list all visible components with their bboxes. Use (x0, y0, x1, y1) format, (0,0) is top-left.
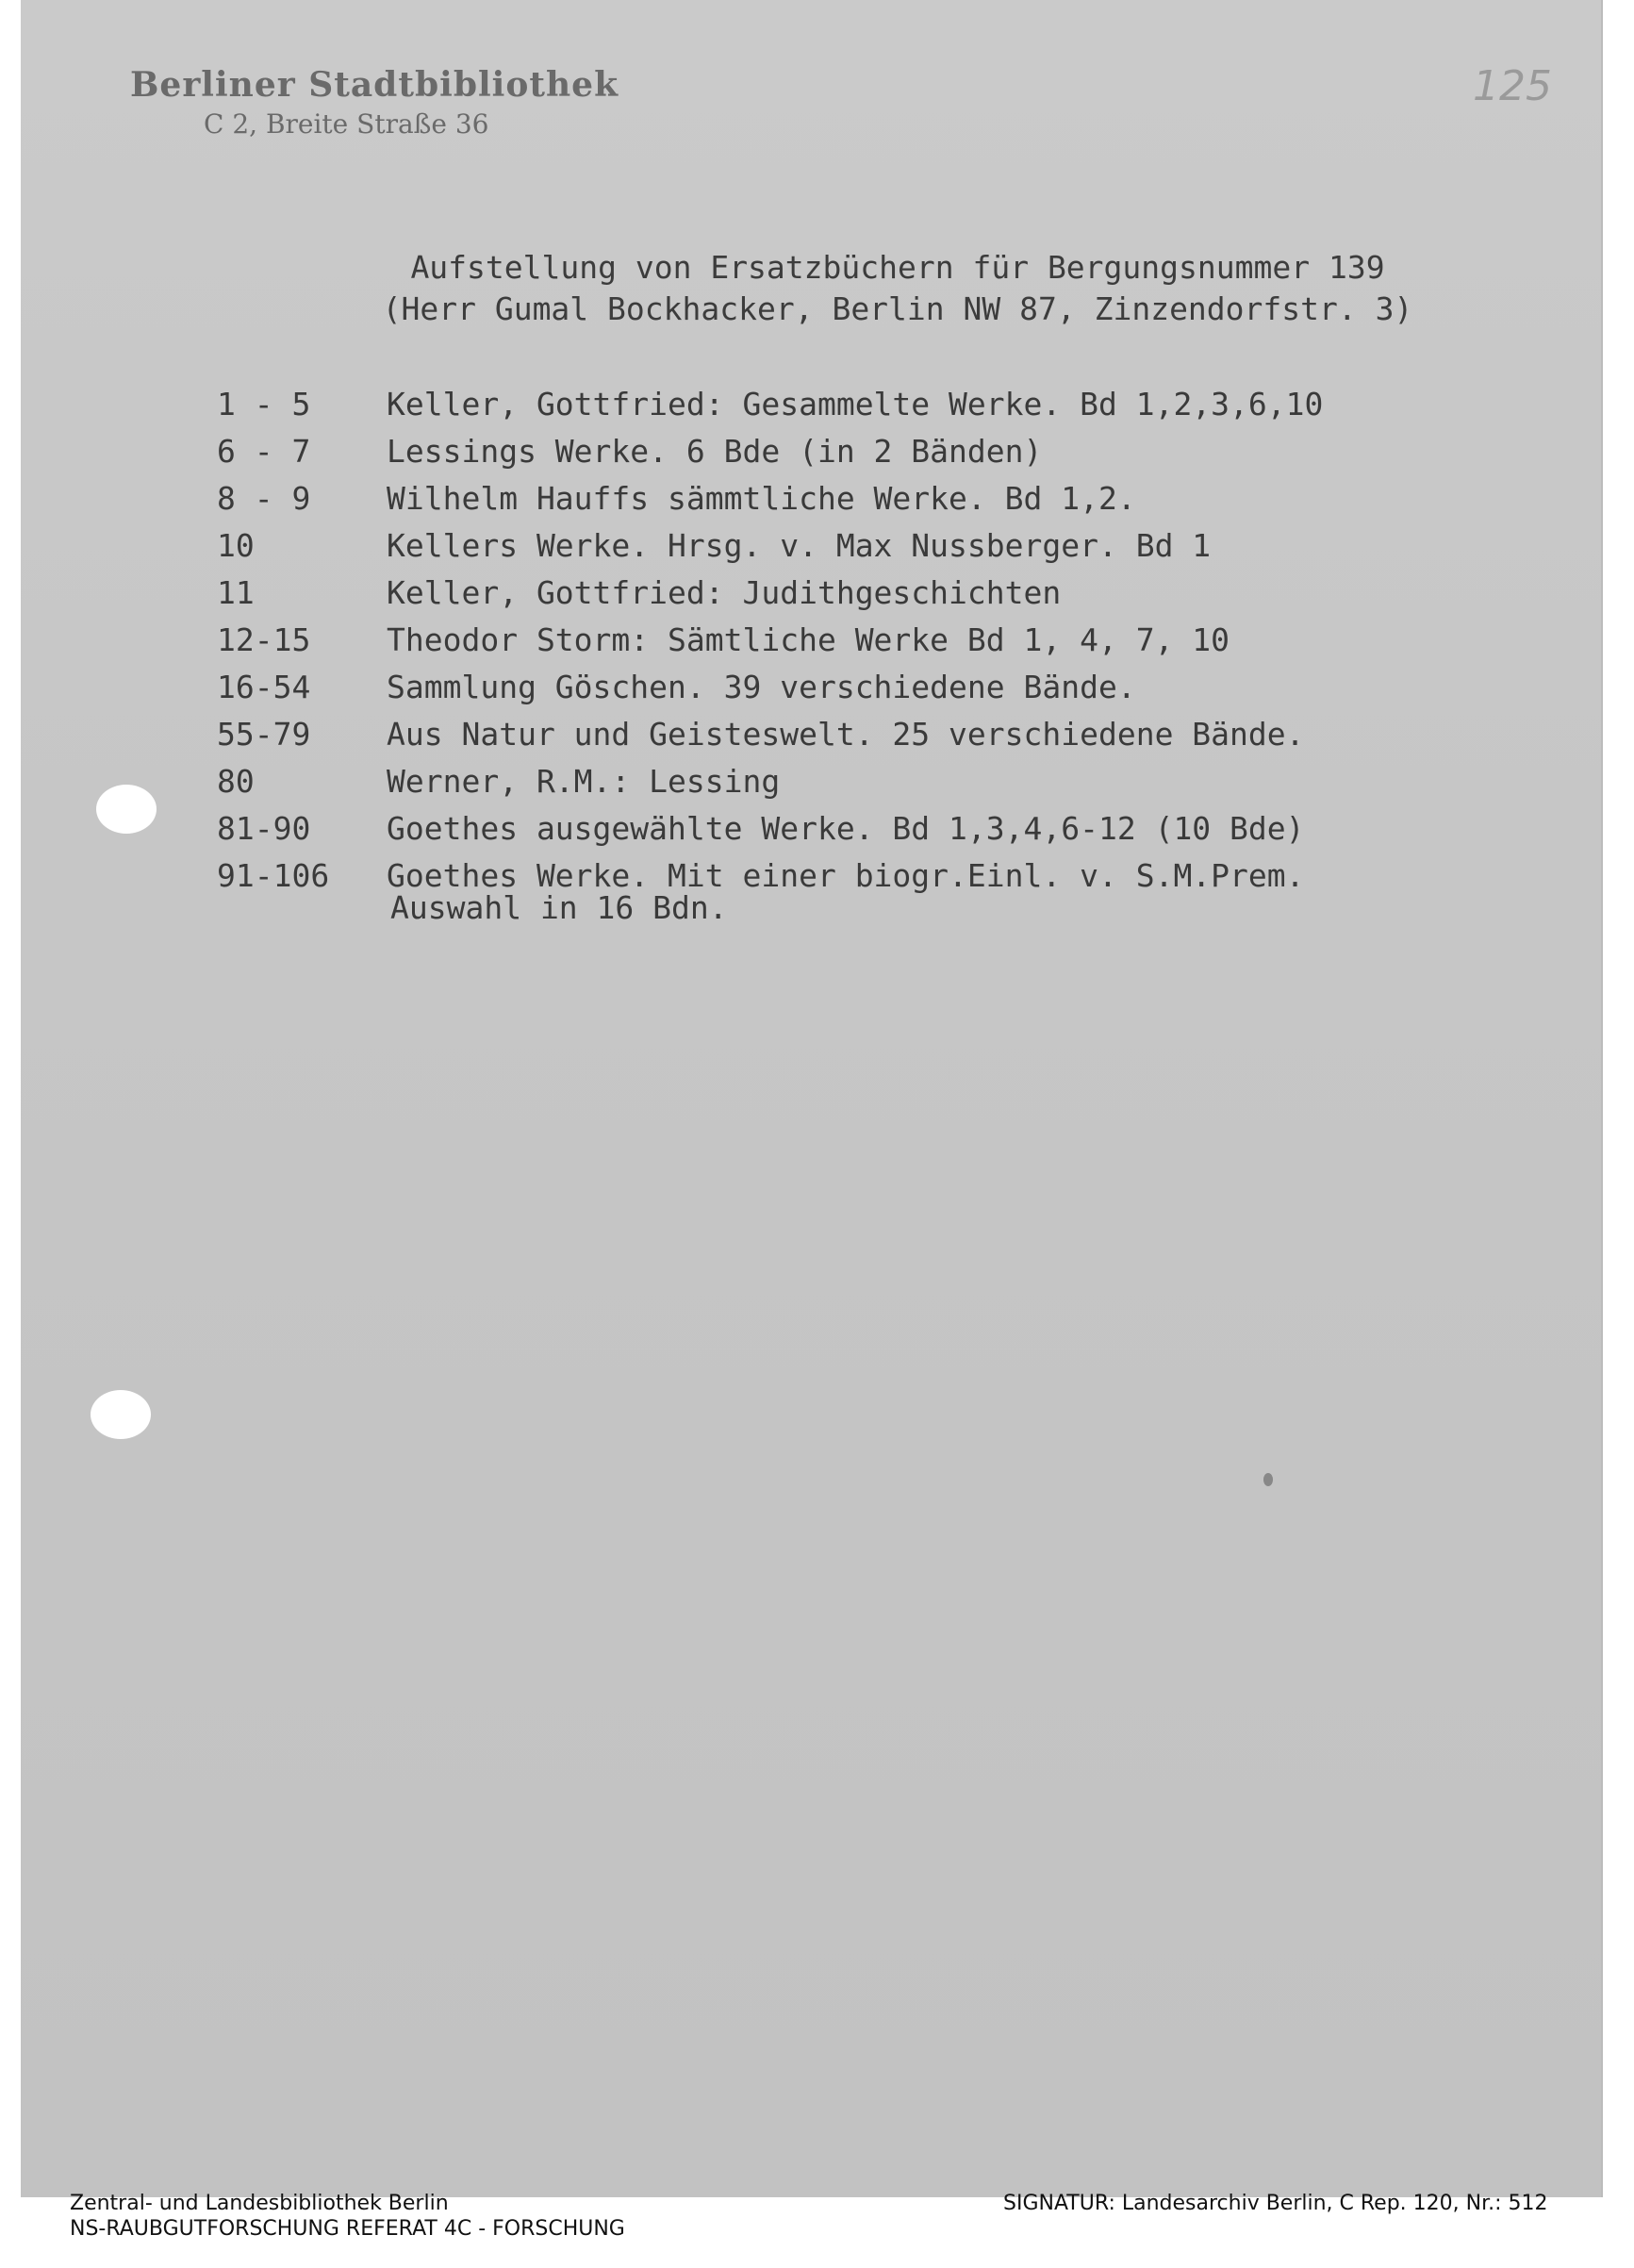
ink-speck (1263, 1473, 1273, 1486)
document-title (351, 247, 1444, 330)
list-item (217, 716, 1443, 753)
letterhead-stamp (130, 64, 619, 143)
entry-text: Goethes ausgewählte Werke. Bd 1,3,4,6-12 (10 Bde) (387, 810, 1305, 847)
entry-number: 16-54 (217, 669, 311, 705)
title-line-2: (Herr Gumal Bockhacker, Berlin NW 87, Zinzendorfstr. 3) (382, 290, 1413, 327)
entry-number: 10 (217, 527, 255, 564)
document-page (21, 0, 1603, 2197)
entry-text: Sammlung Göschen. 39 verschiedene Bände. (387, 669, 1136, 705)
footer-signatur: SIGNATUR: Landesarchiv Berlin, C Rep. 120, Nr.: 512 (1003, 2192, 1548, 2215)
list-item (217, 386, 1443, 422)
book-list (217, 386, 1443, 939)
entry-number: 91-106 (217, 857, 330, 894)
list-item (217, 433, 1443, 470)
entry-text: Werner, R.M.: Lessing (387, 763, 781, 800)
entry-text: Aus Natur und Geisteswelt. 25 verschiedene Bände. (387, 716, 1305, 753)
entry-number: 55-79 (217, 716, 311, 753)
entry-text: Wilhelm Hauffs sämmtliche Werke. Bd 1,2. (387, 480, 1136, 517)
list-item (217, 810, 1443, 847)
entry-number: 1 - 5 (217, 386, 311, 422)
footer-archive-info (70, 2191, 625, 2242)
entry-text: Lessings Werke. 6 Bde (in 2 Bänden) (387, 433, 1043, 470)
punch-hole-upper (96, 785, 157, 834)
list-item (217, 621, 1443, 658)
footer-department: NS-RAUBGUTFORSCHUNG REFERAT 4C - FORSCHUNG (70, 2217, 625, 2241)
list-item (217, 480, 1443, 517)
entry-text: Keller, Gottfried: Judithgeschichten (387, 574, 1062, 611)
list-item (217, 527, 1443, 564)
entry-text: Goethes Werke. Mit einer biogr.Einl. v. S.M.Prem. (387, 857, 1305, 894)
page-number: 125 (1473, 62, 1552, 110)
list-item (217, 671, 1443, 704)
entry-number: 6 - 7 (217, 433, 311, 470)
footer-signature-ref (1003, 2191, 1548, 2216)
footer-library: Zentral- und Landesbibliothek Berlin (70, 2192, 449, 2215)
entry-number: 80 (217, 763, 255, 800)
entry-text: Theodor Storm: Sämtliche Werke Bd 1, 4, 7, 10 (387, 621, 1230, 658)
entry-number: 8 - 9 (217, 480, 311, 517)
list-item (217, 857, 1443, 926)
entry-text: Keller, Gottfried: Gesammelte Werke. Bd 1,2,3,6,10 (387, 386, 1324, 422)
entry-number: 81-90 (217, 810, 311, 847)
punch-hole-lower (91, 1390, 151, 1439)
entry-text-continuation: Auswahl in 16 Bdn. (390, 889, 728, 926)
list-item (217, 763, 1443, 800)
letterhead-address: C 2, Breite Straße 36 (204, 108, 489, 140)
list-item (217, 574, 1443, 611)
letterhead-name: Berliner Stadtbibliothek (130, 65, 619, 105)
entry-text: Kellers Werke. Hrsg. v. Max Nussberger. Bd 1 (387, 527, 1212, 564)
entry-number: 12-15 (217, 621, 311, 658)
entry-number: 11 (217, 574, 255, 611)
title-line-1: Aufstellung von Ersatzbüchern für Bergungsnummer 139 (410, 249, 1385, 286)
